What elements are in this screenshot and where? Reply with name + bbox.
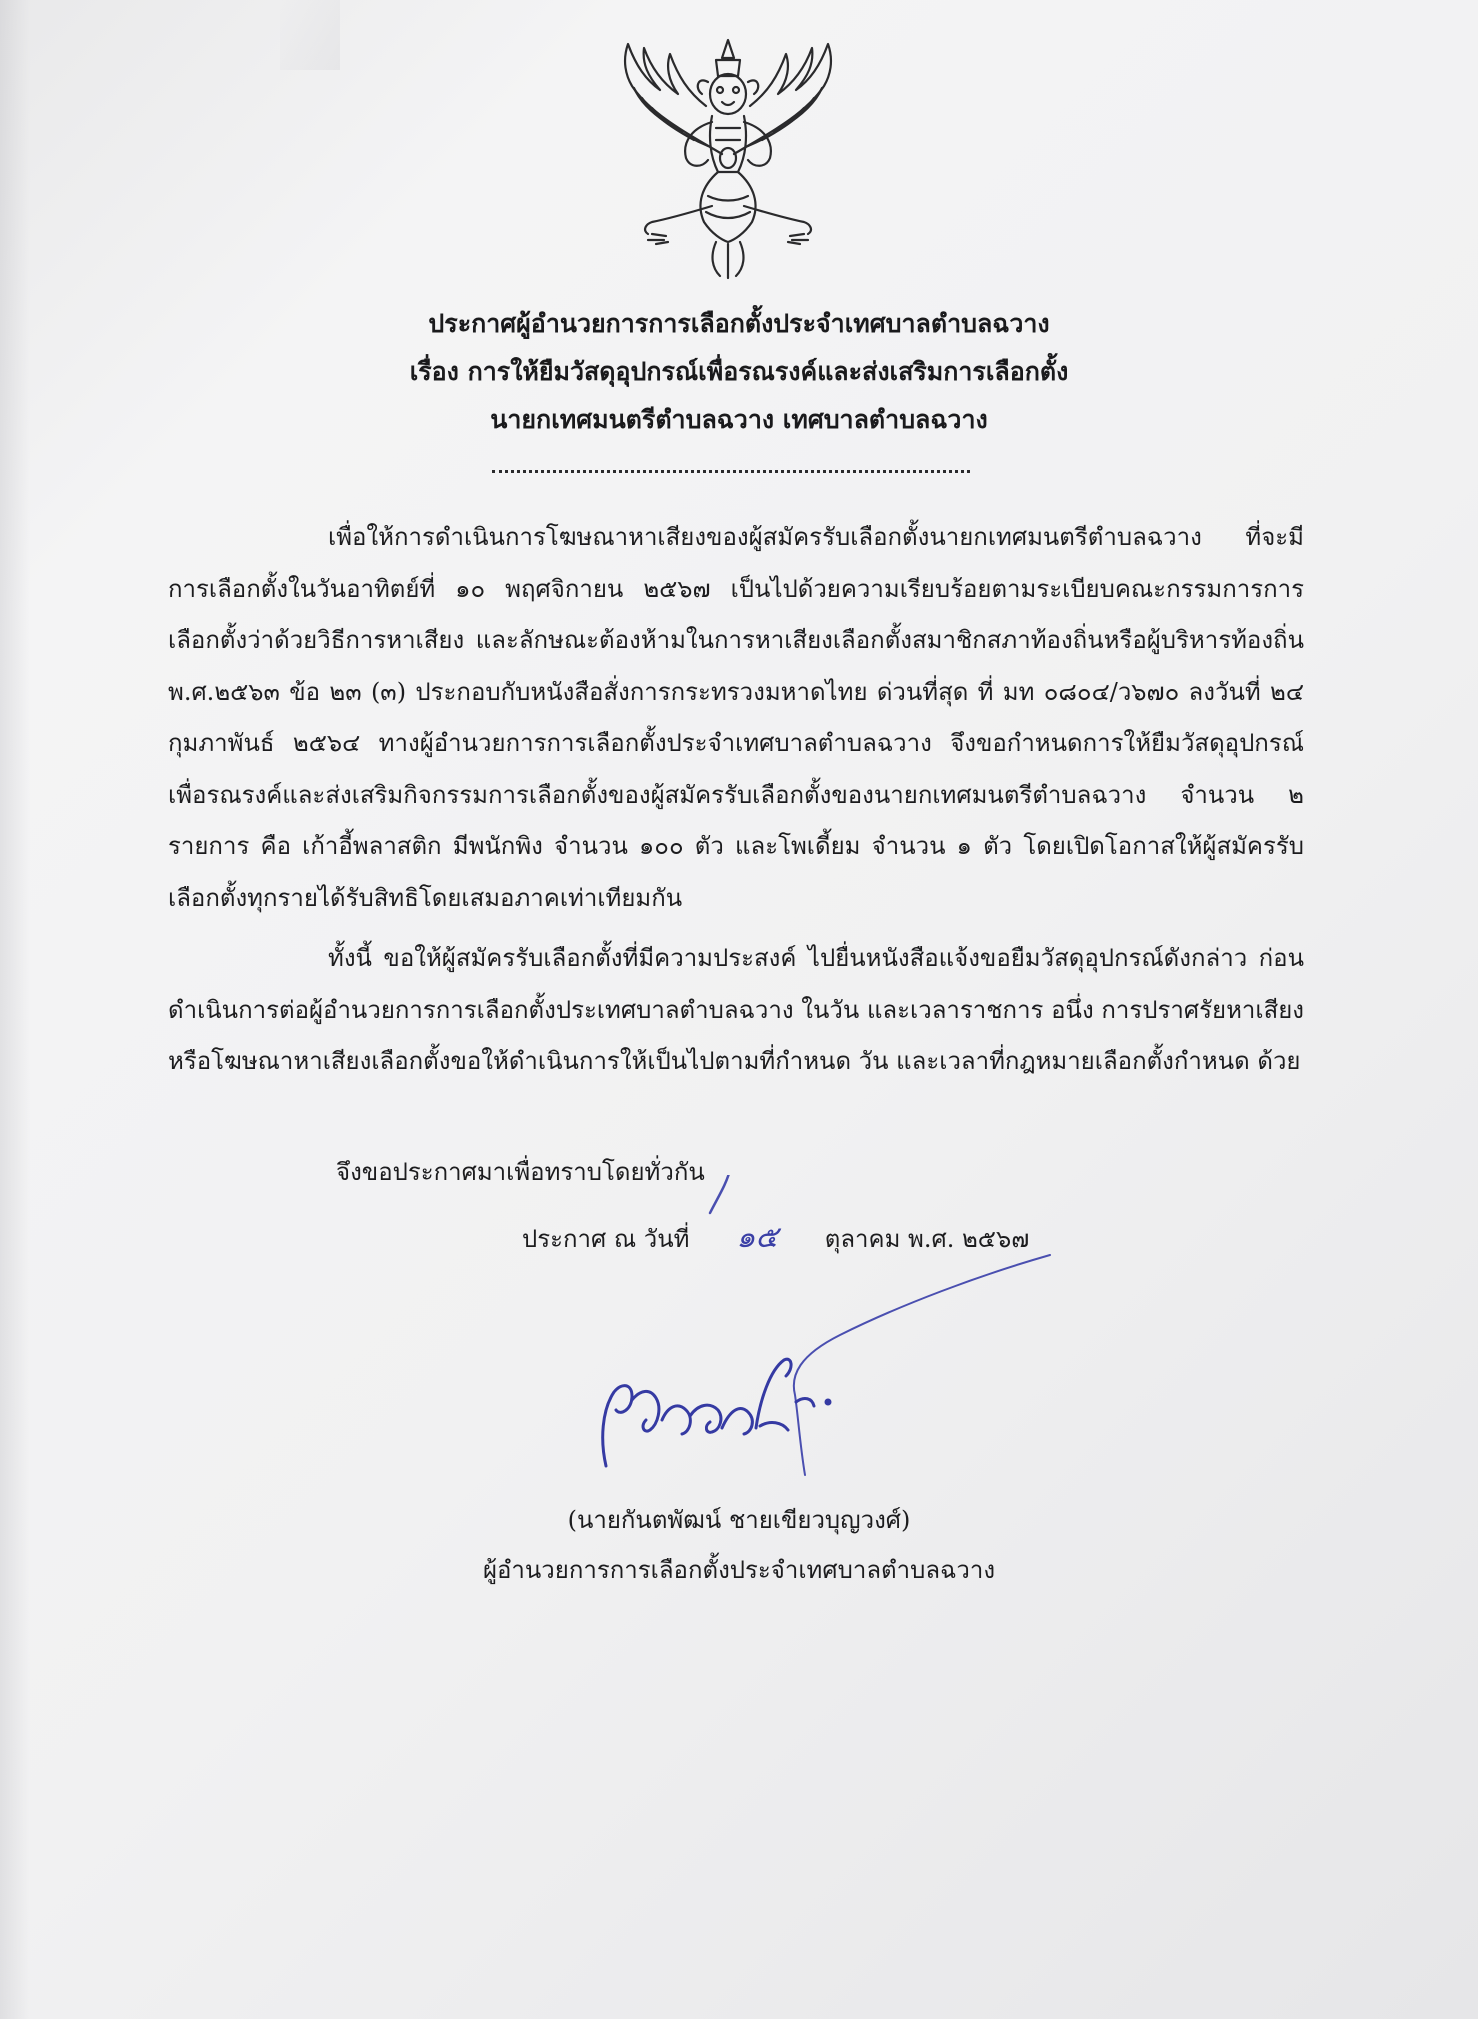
body-paragraph-2 bbox=[168, 933, 1304, 1088]
signatory-block bbox=[0, 1495, 1478, 1595]
paragraph-1-text: เพื่อให้การดำเนินการโฆษณาหาเสียงของผู้สมัครรับเลือกตั้งนายกเทศมนตรีตำบลฉวาง ที่จะมีการเลือกตั้งในวันอาทิตย์ที่ ๑๐ พฤศจิกายน ๒๕๖๗ เป็นไปด้วยความเรียบร้อยตามระเบียบคณะกรรมการการเลือกตั้งว่าด้วยวิธีการหาเสียง และลักษณะต้องห้ามในการหาเสียงเลือกตั้งสมาชิกสภาท้องถิ่นหรือผู้บริหารท้องถิ่น พ.ศ.๒๕๖๓ ข้อ ๒๓ (๓) ประกอบกับหนังสือสั่งการกระทรวงมหาดไทย ด่วนที่สุด ที่ มท ๐๘๐๔/ว๖๗๐ ลงวันที่ ๒๔ กุมภาพันธ์ ๒๕๖๔ ทางผู้อำนวยการการเลือกตั้งประจำเทศบาลตำบลฉวาง จึงขอกำหนดการให้ยืมวัสดุอุปกรณ์เพื่อรณรงค์และส่งเสริมกิจกรรมการเลือกตั้งของผู้สมัครรับเลือกตั้งของนายกเทศมนตรีตำบลฉวาง จำนวน ๒ รายการ คือ เก้าอี้พลาสติก มีพนักพิง จำนวน ๑๐๐ ตัว และโพเดี้ยม จำนวน ๑ ตัว โดยเปิดโอกาสให้ผู้สมัครรับเลือกตั้งทุกรายได้รับสิทธิโดยเสมอภาคเท่าเทียมกัน bbox=[168, 523, 1304, 912]
header-subject: เรื่อง การให้ยืมวัสดุอุปกรณ์เพื่อรณรงค์และส่งเสริมการเลือกตั้ง bbox=[409, 357, 1069, 386]
header-office: นายกเทศมนตรีตำบลฉวาง เทศบาลตำบลฉวาง bbox=[490, 405, 988, 434]
date-prefix: ประกาศ ณ วันที่ bbox=[522, 1225, 690, 1253]
date-suffix: ตุลาคม พ.ศ. ๒๕๖๗ bbox=[824, 1225, 1030, 1253]
closing-statement: จึงขอประกาศมาเพื่อทราบโดยทั่วกัน bbox=[336, 1158, 705, 1186]
paragraph-2-text: ทั้งนี้ ขอให้ผู้สมัครรับเลือกตั้งที่มีความประสงค์ ไปยื่นหนังสือแจ้งขอยืมวัสดุอุปกรณ์ดังกล่าว ก่อนดำเนินการต่อผู้อำนวยการการเลือกตั้งประเทศบาลตำบลฉวาง ในวัน และเวลาราชการ อนึ่ง การปราศรัยหาเสียงหรือโฆษณาหาเสียงเลือกตั้งขอให้ดำเนินการให้เป็นไปตามที่กำหนด วัน และเวลาที่กฎหมายเลือกตั้งกำหนด ด้วย bbox=[168, 944, 1304, 1075]
dotted-divider bbox=[492, 470, 970, 473]
handwritten-day: ๑๕ bbox=[736, 1220, 778, 1255]
body-paragraph-1 bbox=[168, 512, 1304, 924]
signatory-position: ผู้อำนวยการการเลือกตั้งประจำเทศบาลตำบลฉวาง bbox=[482, 1556, 996, 1584]
paper-fold bbox=[280, 0, 340, 70]
document-header bbox=[0, 300, 1478, 444]
handwritten-signature bbox=[570, 1340, 870, 1480]
signatory-name: (นายกันตพัฒน์ ชายเขียวบุญวงศ์) bbox=[567, 1506, 911, 1534]
header-announcement-title: ประกาศผู้อำนวยการการเลือกตั้งประจำเทศบาลตำบลฉวาง bbox=[428, 309, 1050, 338]
garuda-emblem-icon bbox=[612, 36, 844, 282]
